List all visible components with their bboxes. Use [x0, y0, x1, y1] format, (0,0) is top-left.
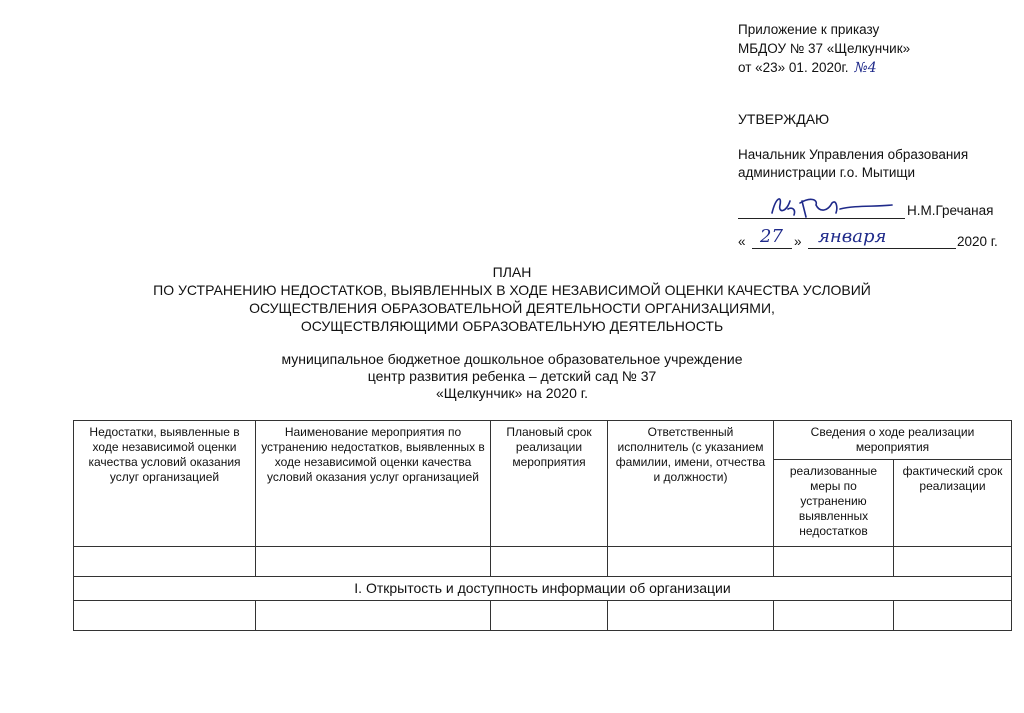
subtitle-line-2: центр развития ребенка – детский сад № 37 — [367, 368, 657, 384]
section-1-title: I. Открытость и доступность информации об организации — [74, 577, 1012, 601]
day-handwritten: 27 — [760, 226, 783, 247]
appendix-date: от «23» 01. 2020г. — [738, 60, 849, 75]
appendix-line-1: Приложение к приказу — [738, 22, 880, 37]
header-planned-deadline: Плановый срок реализации мероприятия — [491, 421, 608, 547]
date-quote-close: » — [794, 234, 802, 249]
subtitle-line-1: муниципальное бюджетное дошкольное образовательное учреждение — [281, 351, 743, 367]
month-underline — [808, 248, 956, 249]
table-cell[interactable] — [774, 601, 894, 631]
month-handwritten: января — [818, 226, 887, 247]
appendix-line-2: МБДОУ № 37 «Щелкунчик» — [738, 41, 911, 56]
signer-name: Н.М.Гречаная — [907, 203, 994, 218]
table-cell[interactable] — [608, 547, 774, 577]
approval-date-line — [738, 226, 1018, 254]
appendix-line-3 — [738, 58, 1018, 78]
order-number-handwritten: №4 — [854, 60, 877, 76]
header-measure-name: Наименование мероприятия по устранению недостатков, выявленных в ходе независимой оценки качества условий оказания услуг организацией — [256, 421, 491, 547]
table-cell[interactable] — [491, 547, 608, 577]
header-actual-deadline: фактический срок реализации — [894, 460, 1012, 547]
date-year: 2020 г. — [957, 234, 998, 249]
section-row-1 — [74, 577, 1012, 601]
header-implemented-measures: реализованные меры по устранению выявленных недостатков — [774, 460, 894, 547]
table-cell[interactable] — [256, 547, 491, 577]
title-line-3: ОСУЩЕСТВЛЕНИЯ ОБРАЗОВАТЕЛЬНОЙ ДЕЯТЕЛЬНОСТИ ОРГАНИЗАЦИЯМИ, — [249, 300, 775, 316]
header-progress-group: Сведения о ходе реализации мероприятия — [774, 421, 1012, 460]
table-header-row — [74, 421, 1012, 460]
title-line-1: ПЛАН — [492, 264, 532, 280]
subtitle-line-3: «Щелкунчик» на 2020 г. — [435, 385, 589, 401]
table-cell[interactable] — [256, 601, 491, 631]
head-role — [738, 146, 968, 182]
head-role-line-2: администрации г.о. Мытищи — [738, 165, 916, 180]
table-cell[interactable] — [74, 601, 256, 631]
table-cell[interactable] — [608, 601, 774, 631]
table-row — [74, 601, 1012, 631]
appendix-block — [738, 20, 1018, 78]
table-cell[interactable] — [774, 547, 894, 577]
signature-line — [738, 203, 1018, 223]
header-responsible: Ответственный исполнитель (с указанием фамилии, имени, отчества и должности) — [608, 421, 774, 547]
organization-subtitle — [0, 351, 1024, 402]
table-cell[interactable] — [74, 547, 256, 577]
table-row — [74, 547, 1012, 577]
table-cell[interactable] — [894, 547, 1012, 577]
title-line-2: ПО УСТРАНЕНИЮ НЕДОСТАТКОВ, ВЫЯВЛЕННЫХ В ХОДЕ НЕЗАВИСИМОЙ ОЦЕНКИ КАЧЕСТВА УСЛОВИЙ — [153, 282, 871, 298]
plan-title — [0, 263, 1024, 335]
plan-table — [73, 420, 1012, 631]
handwritten-signature-icon — [766, 191, 896, 223]
title-line-4: ОСУЩЕСТВЛЯЮЩИМИ ОБРАЗОВАТЕЛЬНУЮ ДЕЯТЕЛЬНОСТЬ — [300, 318, 724, 334]
date-quote-open: « — [738, 234, 746, 249]
table-cell[interactable] — [894, 601, 1012, 631]
table-cell[interactable] — [491, 601, 608, 631]
day-underline — [752, 248, 792, 249]
header-shortcomings: Недостатки, выявленные в ходе независимой оценки качества условий оказания услуг организацией — [74, 421, 256, 547]
head-role-line-1: Начальник Управления образования — [738, 147, 969, 162]
approve-heading: УТВЕРЖДАЮ — [738, 111, 830, 127]
